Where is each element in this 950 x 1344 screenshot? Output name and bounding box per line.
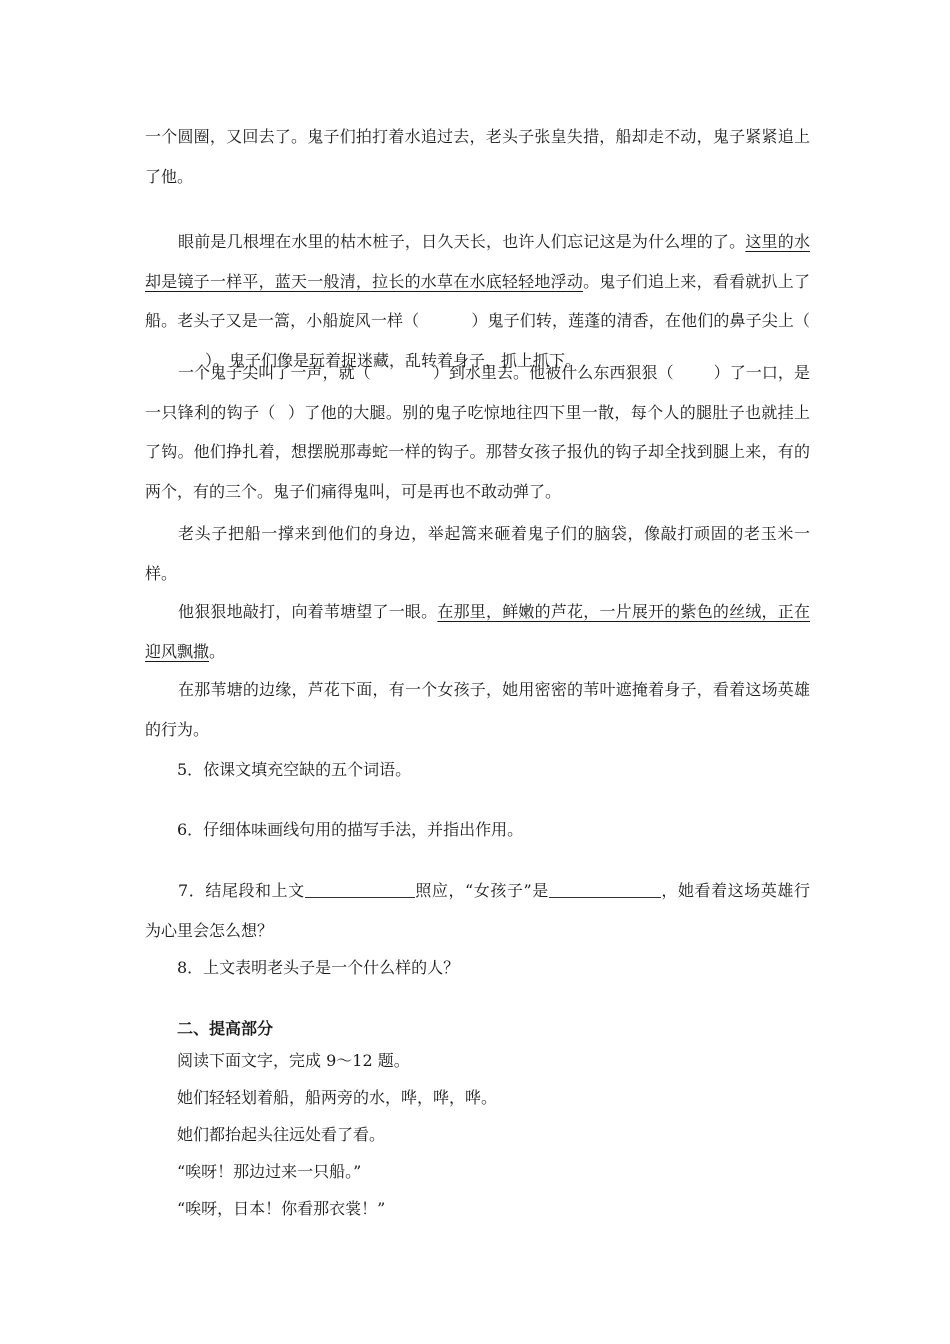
paragraph bbox=[145, 514, 810, 593]
paragraph-text: 眼前是几根埋在水里的枯木桩子，日久天长，也许人们忘记这是为什么埋的了。 bbox=[178, 232, 746, 251]
passage-line: “唉呀，日本！你看那衣裳！” bbox=[177, 1199, 386, 1218]
paragraph-text: 他狠狠地敲打，向着苇塘望了一眼。 bbox=[178, 602, 438, 621]
section-intro: 阅读下面文字，完成 9～12 题。 bbox=[177, 1051, 410, 1070]
paragraph bbox=[145, 592, 810, 671]
answer-blank[interactable] bbox=[305, 882, 415, 898]
paragraph-text: ）。鬼子们像是玩着捉迷藏，乱转着身子，抓上抓下。 bbox=[205, 350, 582, 370]
question-text: ，她看着这场英雄行为心里会怎么想？ bbox=[145, 881, 810, 940]
paragraph bbox=[145, 350, 810, 511]
paragraph bbox=[145, 670, 810, 749]
paragraph bbox=[145, 117, 810, 196]
answer-blank[interactable] bbox=[549, 882, 661, 898]
question-5: 5．依课文填充空缺的五个词语。 bbox=[177, 760, 412, 779]
paragraph-text: 。鬼子们追上来，看看就扒上了船。老头子又是一篙，小船旋风一样（ bbox=[145, 271, 810, 330]
passage-line: “唉呀！那边过来一只船。” bbox=[177, 1162, 362, 1181]
question-text: 照应，“女孩子”是 bbox=[414, 881, 549, 900]
paragraph-text: 一个鬼子尖叫了一声，就（ bbox=[178, 363, 371, 382]
paragraph-text: ）了他的大腿。别的鬼子吃惊地往四下里一散，每个人的腿肚子也就挂上了钩。他们挣扎着，想摆脱那毒蛇一样的钩子。那替女孩子报仇的钩子却全找到腿上来，有的两个，有的三个。鬼子们痛得鬼叫，可是再也不敢动弹了。 bbox=[145, 402, 810, 501]
question-7 bbox=[145, 871, 810, 950]
paragraph-text: 一个圆圈，又回去了。鬼子们拍打着水追过去，老头子张皇失措，船却走不动，鬼子紧紧追上了他。 bbox=[145, 127, 810, 186]
passage-line: 她们轻轻划着船，船两旁的水，哗，哗，哗。 bbox=[177, 1088, 498, 1107]
underlined-sentence: 这里的水却是镜子一样平，蓝天一般清，拉长的水草在水底轻轻地浮动 bbox=[145, 232, 810, 291]
paragraph-text: ）鬼子们转，莲蓬的清香，在他们的鼻子尖上（ bbox=[471, 311, 810, 330]
paragraph-text: 在那苇塘的边缘，芦花下面，有一个女孩子，她用密密的苇叶遮掩着身子，看着这场英雄的行为。 bbox=[145, 680, 810, 739]
passage-line: 她们都抬起头往远处看了看。 bbox=[177, 1125, 386, 1144]
paragraph-text: 。 bbox=[209, 641, 226, 661]
paragraph-text: ）到水里去。他被什么东西狠狠（ bbox=[432, 363, 674, 382]
paragraph-text: 老头子把船一撑来到他们的身边，举起篙来砸着鬼子们的脑袋，像敲打顽固的老玉米一样。 bbox=[145, 524, 810, 583]
section-heading: 二、提高部分 bbox=[177, 1019, 274, 1038]
question-text: 7．结尾段和上文 bbox=[178, 881, 305, 900]
underlined-sentence: 在那里，鲜嫩的芦花，一片展开的紫色的丝绒，正在迎风飘撒 bbox=[145, 602, 810, 661]
question-6: 6．仔细体味画线句用的描写手法，并指出作用。 bbox=[177, 820, 524, 839]
question-8: 8．上文表明老头子是一个什么样的人？ bbox=[177, 958, 460, 977]
paragraph-text: ）了一口，是一只锋利的钩子（ bbox=[145, 363, 810, 422]
